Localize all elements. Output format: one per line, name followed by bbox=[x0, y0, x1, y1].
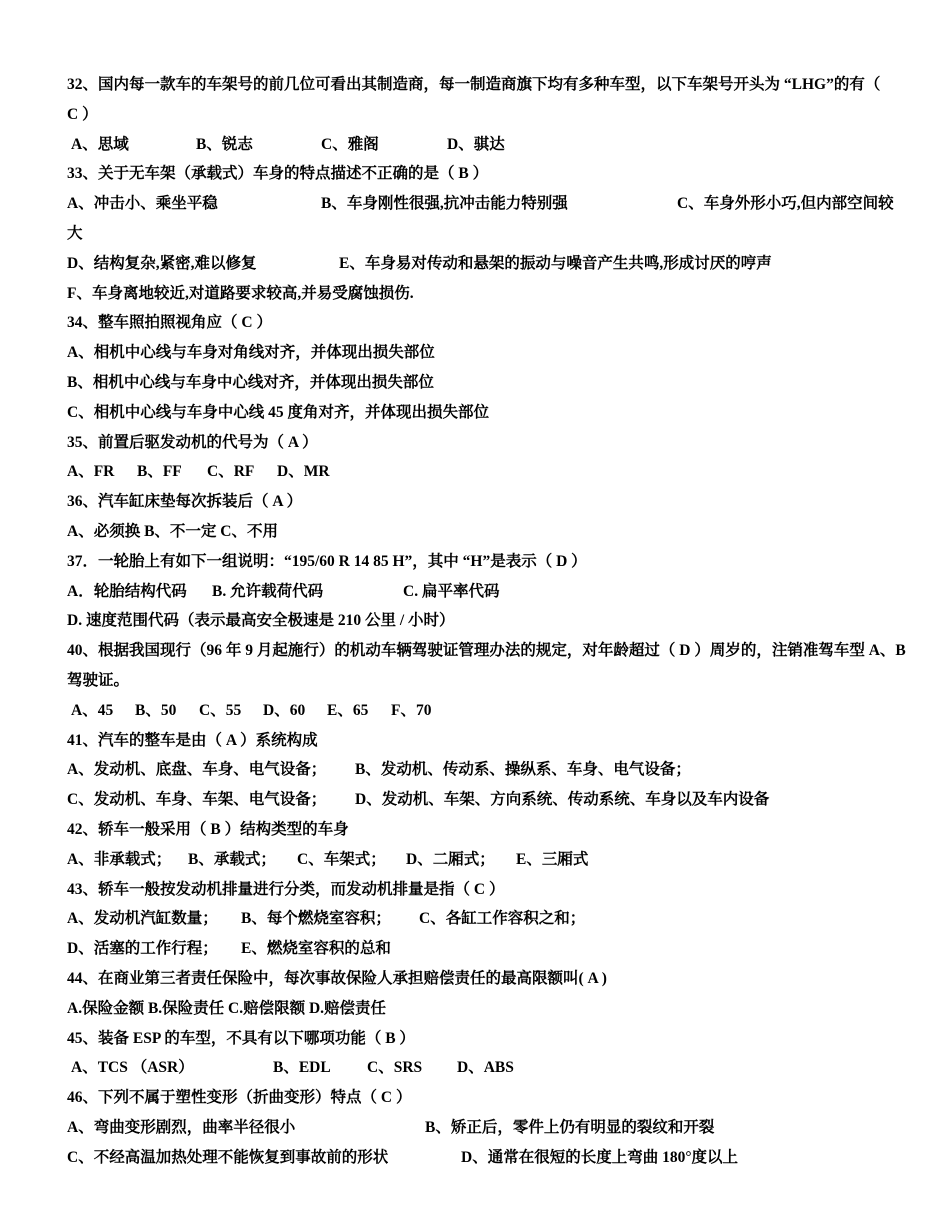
q43-option-a: A、发动机汽缸数量； bbox=[67, 910, 218, 928]
q32-option-c: C、雅阁 bbox=[321, 135, 379, 153]
q36-options: A、必须换 B、不一定 C、不用 bbox=[67, 522, 278, 540]
q45-option-d: D、ABS bbox=[457, 1059, 514, 1077]
q40-option-f: F、70 bbox=[391, 701, 432, 719]
q32-stem-cont: C ） bbox=[67, 105, 98, 123]
q32-option-b: B、锐志 bbox=[196, 135, 253, 153]
q41-option-d: D、发动机、车架、方向系统、传动系统、车身以及车内设备 bbox=[355, 791, 770, 809]
q43-stem: 43、轿车一般按发动机排量进行分类，而发动机排量是指（ C ） bbox=[67, 880, 505, 898]
q35-option-b: B、FF bbox=[137, 463, 182, 481]
q34-option-a: A、相机中心线与车身对角线对齐，并体现出损失部位 bbox=[67, 344, 435, 362]
q42-option-b: B、承载式； bbox=[188, 850, 276, 868]
q46-option-c: C、不经高温加热处理不能恢复到事故前的形状 bbox=[67, 1148, 389, 1166]
q35-option-c: C、RF bbox=[207, 463, 255, 481]
q33-option-c: C、车身外形小巧,但内部空间较 bbox=[677, 195, 894, 213]
q37-option-b: B. 允许载荷代码 bbox=[212, 582, 324, 600]
q44-stem: 44、在商业第三者责任保险中，每次事故保险人承担赔偿责任的最高限额叫( A ) bbox=[67, 969, 607, 987]
q35-options bbox=[67, 457, 910, 487]
q37-stem: 37．一轮胎上有如下一组说明：“195/60 R 14 85 H”，其中 “H”是表示（ D ） bbox=[67, 552, 587, 570]
q33-option-b: B、车身刚性很强,抗冲击能力特别强 bbox=[321, 195, 568, 213]
q40-option-a: A、45 bbox=[71, 701, 114, 719]
q34-stem: 34、整车照拍照视角应（ C ） bbox=[67, 314, 272, 332]
q33-stem: 33、关于无车架（承载式）车身的特点描述不正确的是（ B ） bbox=[67, 165, 489, 183]
q46-options-ab bbox=[67, 1113, 910, 1143]
q45-option-a: A、TCS （ASR） bbox=[71, 1059, 194, 1077]
q41-options-ab bbox=[67, 755, 910, 785]
document-body bbox=[67, 70, 910, 1172]
q33-option-d: D、结构复杂,紧密,难以修复 bbox=[67, 254, 257, 272]
q33-option-c-cont: 大 bbox=[67, 224, 83, 242]
q43-option-b: B、每个燃烧室容积； bbox=[241, 910, 391, 928]
q33-options-de bbox=[67, 249, 910, 279]
q46-option-d: D、通常在很短的长度上弯曲 180°度以上 bbox=[461, 1148, 739, 1166]
q41-option-b: B、发动机、传动系、操纵系、车身、电气设备； bbox=[355, 761, 691, 779]
q33-option-f: F、车身离地较近,对道路要求较高,并易受腐蚀损伤. bbox=[67, 284, 414, 302]
q40-option-b: B、50 bbox=[135, 701, 177, 719]
q33-option-a: A、冲击小、乘坐平稳 bbox=[67, 195, 218, 213]
q43-option-d: D、活塞的工作行程； bbox=[67, 940, 218, 958]
q42-option-e: E、三厢式 bbox=[516, 850, 589, 868]
q45-stem: 45、装备 ESP 的车型，不具有以下哪项功能（ B ） bbox=[67, 1029, 415, 1047]
q33-option-e: E、车身易对传动和悬架的振动与噪音产生共鸣,形成讨厌的哼声 bbox=[339, 254, 772, 272]
q41-option-c: C、发动机、车身、车架、电气设备； bbox=[67, 791, 327, 809]
q37-options-abc bbox=[67, 577, 910, 607]
q40-stem-cont: 驾驶证。 bbox=[67, 671, 130, 689]
q42-stem: 42、轿车一般采用（ B ）结构类型的车身 bbox=[67, 820, 349, 838]
q42-options bbox=[67, 845, 910, 875]
q32-option-a: A、思域 bbox=[71, 135, 129, 153]
q41-option-a: A、发动机、底盘、车身、电气设备； bbox=[67, 761, 327, 779]
q33-options-abc bbox=[67, 189, 910, 219]
q40-option-e: E、65 bbox=[327, 701, 369, 719]
q32-stem: 32、国内每一款车的车架号的前几位可看出其制造商，每一制造商旗下均有多种车型，以下车架号开头为 “LHG”的有（ bbox=[67, 76, 881, 93]
q34-option-b: B、相机中心线与车身中心线对齐，并体现出损失部位 bbox=[67, 373, 434, 391]
q45-options bbox=[67, 1053, 910, 1083]
q37-option-c: C. 扁平率代码 bbox=[403, 582, 500, 600]
q36-stem: 36、汽车缸床垫每次拆装后（ A ） bbox=[67, 493, 303, 511]
q42-option-a: A、非承载式； bbox=[67, 850, 172, 868]
q40-option-c: C、55 bbox=[199, 701, 242, 719]
q43-options-de bbox=[67, 934, 910, 964]
q40-stem: 40、根据我国现行（96 年 9 月起施行）的机动车辆驾驶证管理办法的规定，对年龄超过（ D ）周岁的，注销准驾车型 A、B bbox=[67, 642, 906, 660]
q32-option-d: D、骐达 bbox=[447, 135, 505, 153]
q46-option-a: A、弯曲变形剧烈，曲率半径很小 bbox=[67, 1118, 296, 1136]
q46-stem: 46、下列不属于塑性变形（折曲变形）特点（ C ） bbox=[67, 1089, 412, 1107]
q34-option-c: C、相机中心线与车身中心线 45 度角对齐，并体现出损失部位 bbox=[67, 403, 489, 421]
q35-stem: 35、前置后驱发动机的代号为（ A ） bbox=[67, 433, 318, 451]
q46-options-cd bbox=[67, 1143, 910, 1173]
q43-option-e: E、燃烧室容积的总和 bbox=[241, 940, 391, 958]
q35-option-d: D、MR bbox=[277, 463, 330, 481]
q32-options bbox=[67, 130, 910, 160]
q46-option-b: B、矫正后，零件上仍有明显的裂纹和开裂 bbox=[425, 1118, 715, 1136]
q40-option-d: D、60 bbox=[263, 701, 306, 719]
q40-options bbox=[67, 696, 910, 726]
q41-stem: 41、汽车的整车是由（ A ）系统构成 bbox=[67, 731, 318, 749]
q41-options-cd bbox=[67, 785, 910, 815]
q45-option-b: B、EDL bbox=[273, 1059, 331, 1077]
q44-options: A.保险金额 B.保险责任 C.赔偿限额 D.赔偿责任 bbox=[67, 999, 387, 1017]
q37-option-a: A．轮胎结构代码 bbox=[67, 582, 187, 600]
q42-option-c: C、车架式； bbox=[297, 850, 386, 868]
q35-option-a: A、FR bbox=[67, 463, 115, 481]
q42-option-d: D、二厢式； bbox=[406, 850, 495, 868]
q43-options-abc bbox=[67, 904, 910, 934]
q43-option-c: C、各缸工作容积之和； bbox=[419, 910, 586, 928]
q37-option-d: D. 速度范围代码（表示最高安全极速是 210 公里 / 小时） bbox=[67, 612, 455, 630]
q45-option-c: C、SRS bbox=[367, 1059, 423, 1077]
